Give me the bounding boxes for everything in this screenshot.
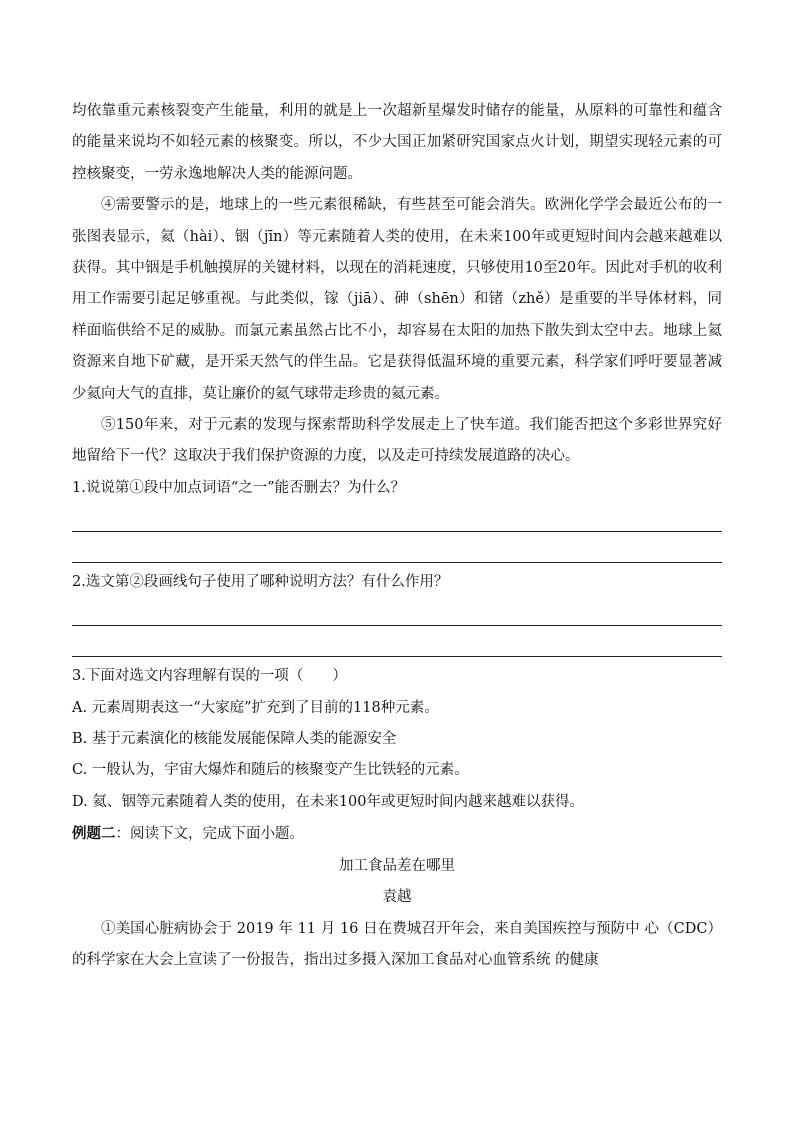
example-2-label: 例题二 bbox=[72, 825, 116, 843]
question-1: 1.说说第①段中加点词语“之一”能否删去？为什么？ bbox=[72, 479, 406, 496]
answer-line-1b[interactable] bbox=[72, 532, 722, 563]
option-a: A. 元素周期表这一“大家庭”扩充到了目前的118种元素。 bbox=[72, 699, 439, 716]
answer-line-2b[interactable] bbox=[72, 626, 722, 657]
example-2-instruction: ：阅读下文，完成下面小题。 bbox=[115, 826, 304, 843]
example-2-heading bbox=[72, 818, 722, 850]
option-d: D. 氦、铟等元素随着人类的使用，在未来100年或更短时间内越来越难以获得。 bbox=[72, 793, 584, 810]
option-b: B. 基于元素演化的核能发展能保障人类的能源安全 bbox=[72, 731, 397, 748]
question-3: 3.下面对选文内容理解有误的一项（ ） bbox=[72, 668, 347, 685]
document-body bbox=[72, 96, 722, 976]
article-paragraph-1: ①美国心脏病协会于 2019 年 11 月 16 日在费城召开年会，来自美国疾控与预防中 心（CDC）的科学家在大会上宣读了一份报告，指出过多摄入深加工食品对心血管系统 的健康 bbox=[72, 920, 722, 968]
paragraph-continued: 均依靠重元素核裂变产生能量，利用的就是上一次超新星爆发时储存的能量，从原料的可靠性和蕴含的能量来说均不如轻元素的核聚变。所以，不少大国正加紧研究国家点火计划，期望实现轻元素的可控核聚变，一劳永逸地解决人类的能源问题。 bbox=[72, 103, 722, 182]
article-author: 袁越 bbox=[382, 889, 412, 906]
paragraph-5: ⑤150年来，对于元素的发现与探索帮助科学发展走上了快车道。我们能否把这个多彩世界究好地留给下一代？这取决于我们保护资源的力度，以及走可持续发展道路的决心。 bbox=[72, 417, 722, 465]
answer-line-2a[interactable] bbox=[72, 594, 722, 625]
article-title: 加工食品差在哪里 bbox=[339, 857, 455, 874]
option-c: C. 一般认为，宇宙大爆炸和随后的核聚变产生比铁轻的元素。 bbox=[72, 762, 469, 779]
paragraph-4: ④需要警示的是，地球上的一些元素很稀缺，有些甚至可能会消失。欧洲化学学会最近公布的一张图表显示，氦（hài）、铟（jīn）等元素随着人类的使用，在未来100年或更短时间内会越来越难以获得。其中铟是手机触摸屏的关键材料，以现在的消耗速度，只够使用10至20年。因此对手机的收利用工作需要引起足够重视。与此类似，镓（jiā）、砷（shēn）和锗（zhě）是重要的半导体材料，同样面临供给不足的威胁。而氯元素虽然占比不小，却容易在太阳的加热下散失到太空中去。地球上氦资源来自地下矿藏，是开采天然气的伴生品。它是获得低温环境的重要元素，科学家们呼吁要显著减少氦向大气的直排，莫让廉价的氦气球带走珍贵的氦元素。 bbox=[72, 197, 722, 402]
answer-line-1a[interactable] bbox=[72, 500, 722, 531]
question-2: 2.选文第②段画线句子使用了哪种说明方法？有什么作用？ bbox=[72, 574, 449, 591]
